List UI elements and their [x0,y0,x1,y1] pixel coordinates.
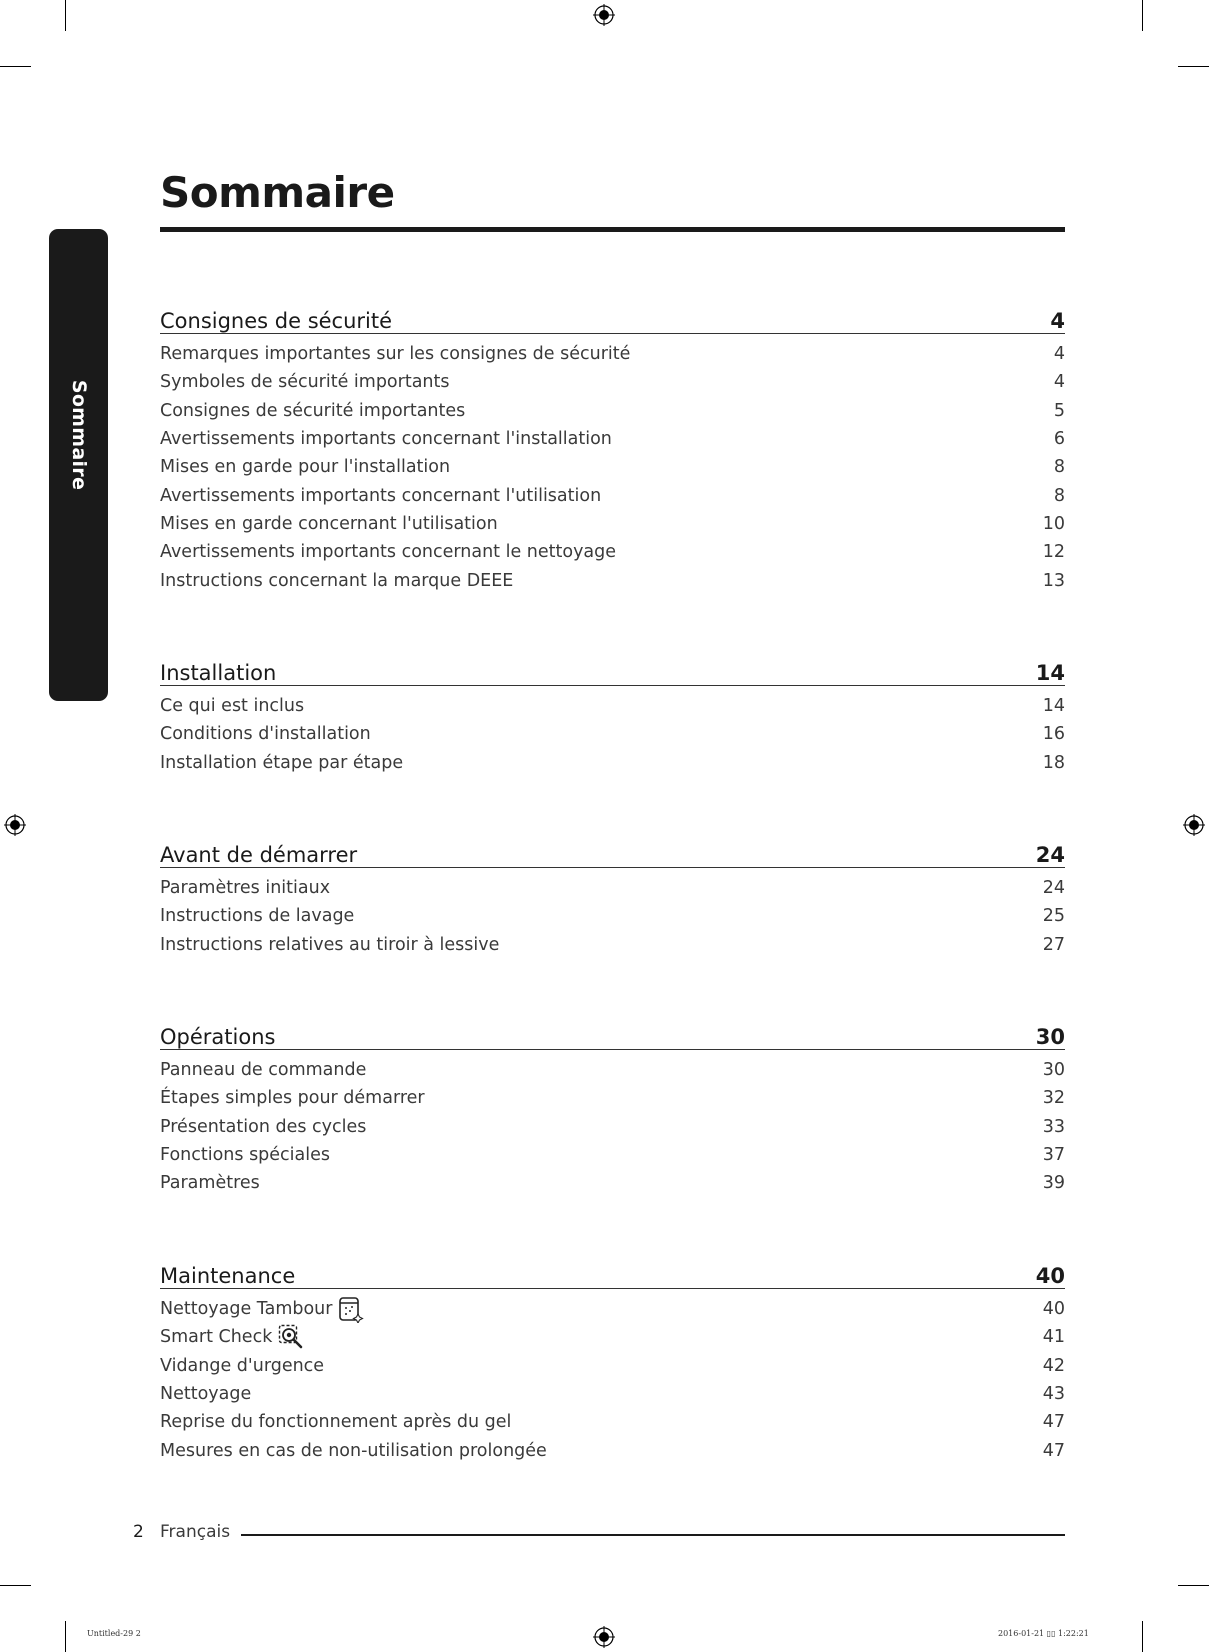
entry-label: Avertissements importants concernant l'utilisation [160,485,602,506]
registration-mark-icon [593,1626,615,1648]
entry-page-number: 33 [1042,1116,1065,1137]
section-entries [160,340,1065,595]
toc-entry[interactable] [160,1352,1065,1380]
print-slug-right: 2016-01-21 ▯▯ 1:22:21 [998,1629,1089,1638]
crop-mark [1178,66,1209,67]
section-page-number: 14 [1035,661,1065,685]
entry-page-number: 30 [1042,1060,1065,1081]
crop-mark [1178,1585,1209,1586]
crop-mark [0,66,31,67]
crop-mark [0,1585,31,1586]
section-header[interactable] [160,1254,1065,1289]
section-entries [160,1295,1065,1465]
entry-page-number: 5 [1053,400,1065,421]
toc-entry[interactable] [160,931,1065,959]
footer-rule [241,1534,1065,1536]
entry-label: Smart Check [160,1327,273,1348]
registration-mark-icon [593,4,615,26]
section-title: Installation [160,661,277,685]
entry-label: Installation étape par étape [160,752,404,773]
entry-label: Symboles de sécurité importants [160,372,450,393]
entry-label: Panneau de commande [160,1060,367,1081]
print-slug-left: Untitled-29 2 [87,1629,141,1638]
section-page-number: 40 [1035,1264,1065,1288]
side-tab [49,229,108,701]
entry-label: Instructions relatives au tiroir à lessive [160,934,500,955]
toc-entry[interactable] [160,538,1065,566]
entry-page-number: 47 [1042,1440,1065,1461]
toc-entry[interactable] [160,874,1065,902]
section-header[interactable] [160,299,1065,334]
entry-label: Paramètres [160,1173,260,1194]
section-page-number: 30 [1035,1025,1065,1049]
entry-page-number: 8 [1053,485,1065,506]
toc-entry[interactable] [160,1169,1065,1197]
toc-section [160,1015,1065,1197]
entry-label: Consignes de sécurité importantes [160,400,466,421]
entry-page-number: 32 [1042,1088,1065,1109]
toc-section [160,651,1065,777]
toc-entry[interactable] [160,692,1065,720]
toc-entry[interactable] [160,902,1065,930]
entry-page-number: 10 [1042,513,1065,534]
toc-entry[interactable] [160,425,1065,453]
entry-label: Avertissements importants concernant le nettoyage [160,542,617,563]
entry-label: Mises en garde concernant l'utilisation [160,513,498,534]
toc-entry[interactable] [160,566,1065,594]
section-entries [160,692,1065,777]
registration-mark-icon [1183,814,1205,836]
entry-page-number: 16 [1042,724,1065,745]
crop-mark [1142,0,1143,31]
smart-check-icon [278,1324,304,1350]
footer-page-number: 2 [133,1522,144,1542]
section-title: Maintenance [160,1264,296,1288]
entry-label: Conditions d'installation [160,724,371,745]
entry-label: Mises en garde pour l'installation [160,457,451,478]
section-page-number: 4 [1050,309,1065,333]
toc-entry[interactable] [160,1084,1065,1112]
toc-entry[interactable] [160,1408,1065,1436]
toc-entry[interactable] [160,340,1065,368]
entry-page-number: 24 [1042,878,1065,899]
toc-entry[interactable] [160,720,1065,748]
toc-entry[interactable] [160,1436,1065,1464]
entry-label: Avertissements importants concernant l'installation [160,429,612,450]
entry-label: Ce qui est inclus [160,696,305,717]
entry-page-number: 6 [1053,429,1065,450]
crop-mark [1142,1621,1143,1652]
entry-label: Présentation des cycles [160,1116,367,1137]
toc-entry[interactable] [160,1056,1065,1084]
entry-label: Étapes simples pour démarrer [160,1088,425,1109]
entry-label: Instructions de lavage [160,906,355,927]
section-entries [160,1056,1065,1197]
toc-entry[interactable] [160,1141,1065,1169]
title-rule [160,227,1065,232]
entry-page-number: 37 [1042,1145,1065,1166]
section-header[interactable] [160,833,1065,868]
toc-entry[interactable] [160,397,1065,425]
toc-entry[interactable] [160,1295,1065,1323]
entry-label: Instructions concernant la marque DEEE [160,570,514,591]
section-header[interactable] [160,651,1065,686]
entry-page-number: 40 [1042,1299,1065,1320]
entry-label: Paramètres initiaux [160,878,331,899]
section-title: Opérations [160,1025,276,1049]
drum-clean-icon [338,1295,364,1323]
entry-page-number: 8 [1053,457,1065,478]
toc-entry[interactable] [160,453,1065,481]
entry-label: Fonctions spéciales [160,1145,331,1166]
entry-page-number: 39 [1042,1173,1065,1194]
toc-entry[interactable] [160,1323,1065,1351]
crop-mark [65,1621,66,1652]
toc-entry[interactable] [160,1113,1065,1141]
entry-page-number: 18 [1042,752,1065,773]
side-tab-label: Sommaire [67,379,90,491]
entry-page-number: 27 [1042,934,1065,955]
entry-label: Nettoyage [160,1384,252,1405]
entry-label: Reprise du fonctionnement après du gel [160,1412,512,1433]
section-header[interactable] [160,1015,1065,1050]
entry-page-number: 47 [1042,1412,1065,1433]
entry-page-number: 4 [1053,372,1065,393]
section-entries [160,874,1065,959]
entry-page-number: 13 [1042,570,1065,591]
entry-page-number: 43 [1042,1384,1065,1405]
entry-label: Nettoyage Tambour [160,1299,333,1320]
entry-label: Vidange d'urgence [160,1355,325,1376]
entry-page-number: 12 [1042,542,1065,563]
crop-mark [65,0,66,31]
toc-section [160,833,1065,959]
section-page-number: 24 [1035,843,1065,867]
entry-page-number: 25 [1042,906,1065,927]
toc-entry[interactable] [160,510,1065,538]
section-title: Consignes de sécurité [160,309,393,333]
toc-entry[interactable] [160,368,1065,396]
entry-page-number: 14 [1042,696,1065,717]
toc-entry[interactable] [160,1380,1065,1408]
entry-label: Remarques importantes sur les consignes de sécurité [160,344,631,365]
registration-mark-icon [4,814,26,836]
section-title: Avant de démarrer [160,843,358,867]
entry-page-number: 41 [1042,1327,1065,1348]
entry-page-number: 4 [1053,344,1065,365]
entry-label: Mesures en cas de non-utilisation prolongée [160,1440,547,1461]
toc-section [160,1254,1065,1465]
page-title: Sommaire [160,168,395,217]
toc-entry[interactable] [160,481,1065,509]
footer-language: Français [160,1522,231,1542]
toc-section [160,299,1065,595]
entry-page-number: 42 [1042,1355,1065,1376]
toc-entry[interactable] [160,749,1065,777]
